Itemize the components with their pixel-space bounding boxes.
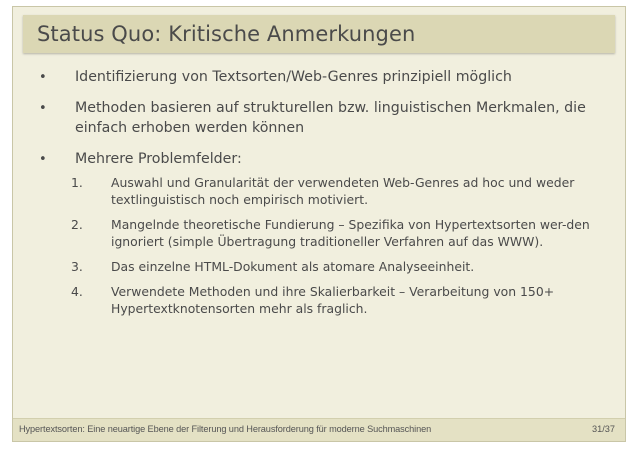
slide-title: Status Quo: Kritische Anmerkungen [37, 22, 416, 46]
page-number: 31/37 [592, 424, 615, 434]
item-number: 4. [71, 284, 83, 299]
bullet-list [37, 67, 617, 328]
footer-bar [13, 418, 625, 441]
numbered-list [71, 174, 617, 317]
item-text: Das einzelne HTML-Dokument als atomare Analyseeinheit. [111, 259, 475, 274]
numbered-item [71, 174, 617, 208]
item-number: 2. [71, 217, 83, 232]
bullet-dot: • [39, 152, 47, 167]
item-number: 3. [71, 259, 83, 274]
bullet-item [37, 149, 617, 317]
bullet-text: Methoden basieren auf strukturellen bzw. linguistischen Merkmalen, die einfach erhoben werden können [75, 100, 586, 136]
item-number: 1. [71, 175, 83, 190]
bullet-item [37, 67, 617, 87]
numbered-item [71, 283, 617, 317]
item-text: Mangelnde theoretische Fundierung – Spezifika von Hypertextsorten wer-den ignoriert (simple Übertragung traditioneller Verfahren auf das WWW). [111, 217, 590, 249]
item-text: Auswahl und Granularität der verwendeten Web-Genres ad hoc und weder textlinguistisch noch empirisch motiviert. [111, 175, 575, 207]
item-text: Verwendete Methoden und ihre Skalierbarkeit – Verarbeitung von 150+ Hypertextknotensorten mehr als fraglich. [111, 284, 555, 316]
bullet-dot: • [39, 70, 47, 85]
bullet-item [37, 98, 617, 138]
slide [12, 6, 626, 442]
footer-text: Hypertextsorten: Eine neuartige Ebene der Filterung und Herausforderung für moderne Suchmaschinen [19, 424, 432, 434]
numbered-item [71, 258, 617, 275]
bullet-text: Mehrere Problemfelder: [75, 151, 242, 167]
title-bar [23, 15, 615, 53]
bullet-dot: • [39, 101, 47, 116]
bullet-text: Identifizierung von Textsorten/Web-Genres prinzipiell möglich [75, 69, 512, 85]
numbered-item [71, 216, 617, 250]
